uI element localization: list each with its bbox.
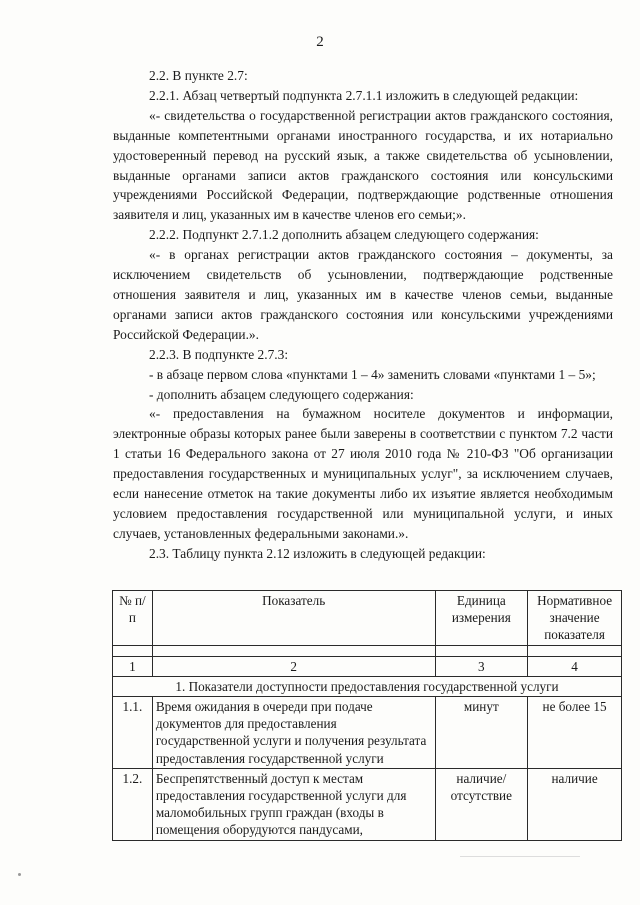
scan-artifact: [460, 856, 580, 857]
paragraph: «- в органах регистрации актов гражданского состояния – документы, за исключением свидетельств об усыновлении, подтверждающие родственные отношения заявителя и лиц, указанных им в качестве членов семьи, выданные органами записи актов гражданского состояния или консульскими учреждениями Российской Федерации.».: [113, 247, 613, 342]
paragraph: - дополнить абзацем следующего содержания:: [149, 386, 414, 402]
table-row: [113, 697, 622, 769]
column-number-row: [113, 656, 622, 676]
paragraph: 2.2.2. Подпункт 2.7.1.2 дополнить абзацем следующего содержания:: [149, 227, 539, 243]
row-unit: наличие/ отсутствие: [435, 768, 528, 840]
table-header-row: [113, 591, 622, 646]
header-indicator: Показатель: [152, 591, 435, 646]
scan-dot: [18, 873, 21, 876]
document-body: [113, 66, 613, 564]
row-norm: не более 15: [528, 697, 622, 769]
paragraph: 2.2. В пункте 2.7:: [149, 68, 248, 83]
section-title: 1. Показатели доступности предоставления государственной услуги: [113, 676, 622, 696]
table-spacer-row: [113, 645, 622, 656]
paragraph: 2.2.3. В подпункте 2.7.3:: [149, 346, 289, 362]
paragraph: 2.3. Таблицу пункта 2.12 изложить в следующей редакции:: [149, 545, 486, 561]
row-indicator: Беспрепятственный доступ к местам предоставления государственной услуги для маломобильных групп граждан (входы в помещения оборудуются пандусами,: [152, 768, 435, 840]
column-number: 4: [528, 656, 622, 676]
page-number: 2: [316, 34, 324, 50]
paragraph: «- свидетельства о государственной регистрации актов гражданского состояния, выданные компетентными органами иностранного государства, и их нотариально удостоверенный перевод на русский язык, а также свидетельства об усыновлении, выданные органами записи актов гражданского состояния или консульскими учреждениями Российской Федерации, подтверждающие родственные отношения заявителя и лиц, указанных им в качестве членов его семьи;».: [113, 107, 613, 223]
paragraph: 2.2.1. Абзац четвертый подпункта 2.7.1.1 изложить в следующей редакции:: [149, 87, 579, 103]
column-number: 1: [113, 656, 153, 676]
table-row: [113, 768, 622, 840]
header-norm: Нормативное значение показателя: [528, 591, 622, 646]
row-number: 1.2.: [113, 768, 153, 840]
row-norm: наличие: [528, 768, 622, 840]
header-unit: Единица измерения: [435, 591, 528, 646]
indicators-table: [112, 590, 622, 841]
row-number: 1.1.: [113, 697, 153, 769]
header-number: № п/п: [113, 591, 153, 646]
row-unit: минут: [435, 697, 528, 769]
row-indicator: Время ожидания в очереди при подаче документов для предоставления государственной услуги и получения результата предоставления государственной услуги: [152, 697, 435, 769]
paragraph: - в абзаце первом слова «пунктами 1 – 4» заменить словами «пунктами 1 – 5»;: [149, 366, 596, 382]
column-number: 3: [435, 656, 528, 676]
paragraph: «- предоставления на бумажном носителе документов и информации, электронные образы которых ранее были заверены в соответствии с пунктом 7.2 части 1 статьи 16 Федерального закона от 27 июля 2010 года № 210-ФЗ "Об организации предоставления государственных и муниципальных услуг", за исключением случаев, если нанесение отметок на такие документы либо их изъятие является необходимым условием предоставления государственной или муниципальной услуги, и иных случаев, установленных федеральными законами.».: [113, 406, 613, 541]
column-number: 2: [152, 656, 435, 676]
section-row: [113, 676, 622, 696]
